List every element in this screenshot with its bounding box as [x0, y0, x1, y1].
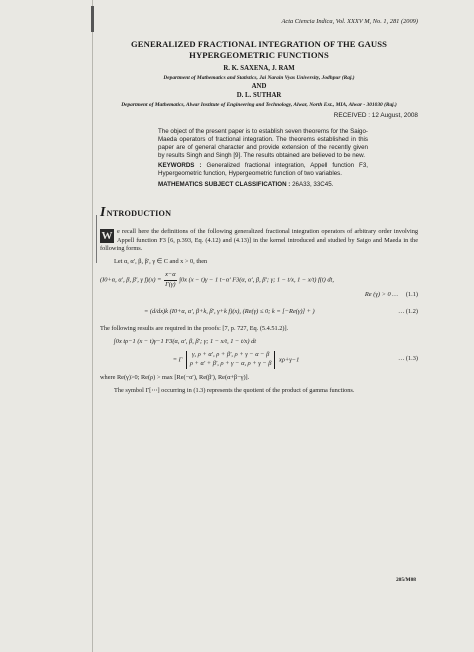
- eq2-number: … (1.2): [398, 308, 418, 316]
- eq3-number: … (1.3): [398, 355, 418, 363]
- footer-code: 205/M08: [395, 577, 416, 583]
- eq3-power: xρ+γ−1: [279, 356, 300, 364]
- results-line: The following results are required in the proofs: [7, p. 727, Eq. (5.4.51.2)].: [100, 325, 289, 333]
- intro-body: [100, 228, 418, 395]
- keywords-text: Generalized fractional integration, Appell function F3, Hypergeometric function, Hypergeometric function of two variables.: [158, 162, 368, 178]
- eq2-body: = (d/dx)k (I0+α, α′, β+k, β′, γ+k f)(x), (Re(γ) ≤ 0; k = [−Re(γ)] + ): [144, 308, 315, 316]
- intro-paragraph: [100, 228, 418, 253]
- equation-1-3-top: [100, 338, 418, 348]
- symbol-paragraph: The symbol Γ[⋯] occurring in (1.3) represents the quotient of the product of gamma functions.: [114, 386, 355, 394]
- keywords: [158, 162, 368, 178]
- eq1-fraction: [164, 271, 177, 289]
- eq1-number: (1.1): [405, 290, 418, 298]
- msc: [158, 181, 368, 189]
- eq3-gamma: = Γ: [172, 356, 183, 364]
- equation-1-3: [100, 351, 418, 369]
- abstract-text: The object of the present paper is to establish seven theorems for the Saigo-Maeda operators of fractional integration. The theorems established in this paper are of general character and provide extension of the recently given by results Singh and Singh [9]. The results obtained are believed to be new.: [158, 127, 368, 159]
- article-content: [100, 18, 418, 395]
- paper-title: [100, 39, 418, 60]
- intro-paragraph-text: e recall here the definitions of the following generalized fractional integration operators of arbitrary order involving Appell function F3 [6, p.393, Eq. (4.12) and (4.13)] in the kernel introduced and studied by Saigo and Maeda in the following forms.: [100, 228, 418, 252]
- section-initial: I: [100, 205, 106, 221]
- equation-1-2: [100, 304, 418, 320]
- and-separator: AND: [251, 83, 267, 91]
- received-date: RECEIVED : 12 August, 2008: [333, 112, 418, 120]
- msc-text: 26A33, 33C45.: [292, 181, 334, 189]
- section-title: NTRODUCTION: [106, 209, 172, 219]
- title-line-2: HYPERGEOMETRIC FUNCTIONS: [189, 49, 329, 60]
- eq1-condition: Re (γ) > 0 …: [364, 290, 398, 298]
- eq1-frac-num: x−α: [164, 271, 177, 280]
- let-line: Let α, α′, β, β′, γ ∈ C and x > 0, then: [114, 258, 208, 266]
- abstract: [158, 128, 368, 190]
- keywords-label: KEYWORDS :: [158, 162, 202, 170]
- where-line: where Re(γ)>0; Re(ρ) > max [Re(−α′), Re(β′), Re(α+β−γ)].: [100, 373, 250, 381]
- dropcap: W: [101, 230, 113, 243]
- binding-line: [92, 0, 93, 652]
- section-heading-introduction: [100, 206, 418, 220]
- msc-label: MATHEMATICS SUBJECT CLASSIFICATION :: [158, 181, 291, 189]
- title-line-1: GENERALIZED FRACTIONAL INTEGRATION OF THE GAUSS: [131, 39, 387, 50]
- eq3-matrix-row-1: γ, ρ + α′, ρ + β′, ρ + γ − α − β: [192, 350, 270, 358]
- eq3-integral: ∫0x tρ−1 (x − t)γ−1 F3(α, α′, β, β′; γ; 1 − x/t, 1 − t/x) dt: [114, 338, 257, 346]
- pencil-mark: [96, 215, 97, 263]
- eq3-matrix-row-2: ρ + α′ + β′, ρ + γ − α, ρ + γ − β: [189, 359, 272, 367]
- affiliation-2: Department of Mathematics, Alwar Institute of Engineering and Technology, Alwar, North Ext., MIA, Alwar - 301030 (Raj.): [121, 102, 397, 109]
- margin-mark: [91, 6, 94, 32]
- eq1-frac-den: Γ(γ): [165, 280, 176, 288]
- equation-1-1: [100, 271, 418, 289]
- authors-1: R. K. SAXENA, J. RAM: [223, 65, 295, 73]
- eq3-gamma-matrix: [186, 351, 276, 369]
- journal-header: Acta Ciencia Indica, Vol. XXXV M, No. 1, 281 (2009): [281, 18, 418, 25]
- eq1-lhs: (I0+α, α′, β, β′, γ f)(x) =: [100, 276, 162, 284]
- affiliation-1: Department of Mathematics and Statistics, Jai Narain Vyas University, Jodhpur (Raj.): [163, 75, 355, 82]
- eq1-rhs: ∫0x (x − t)γ − 1 t−α′ F3(α, α′, β, β′; γ; 1 − t/x, 1 − x/t) f(t) dt,: [179, 276, 334, 284]
- equation-1-1-condition: [100, 290, 418, 299]
- authors-2: D. L. SUTHAR: [236, 92, 282, 100]
